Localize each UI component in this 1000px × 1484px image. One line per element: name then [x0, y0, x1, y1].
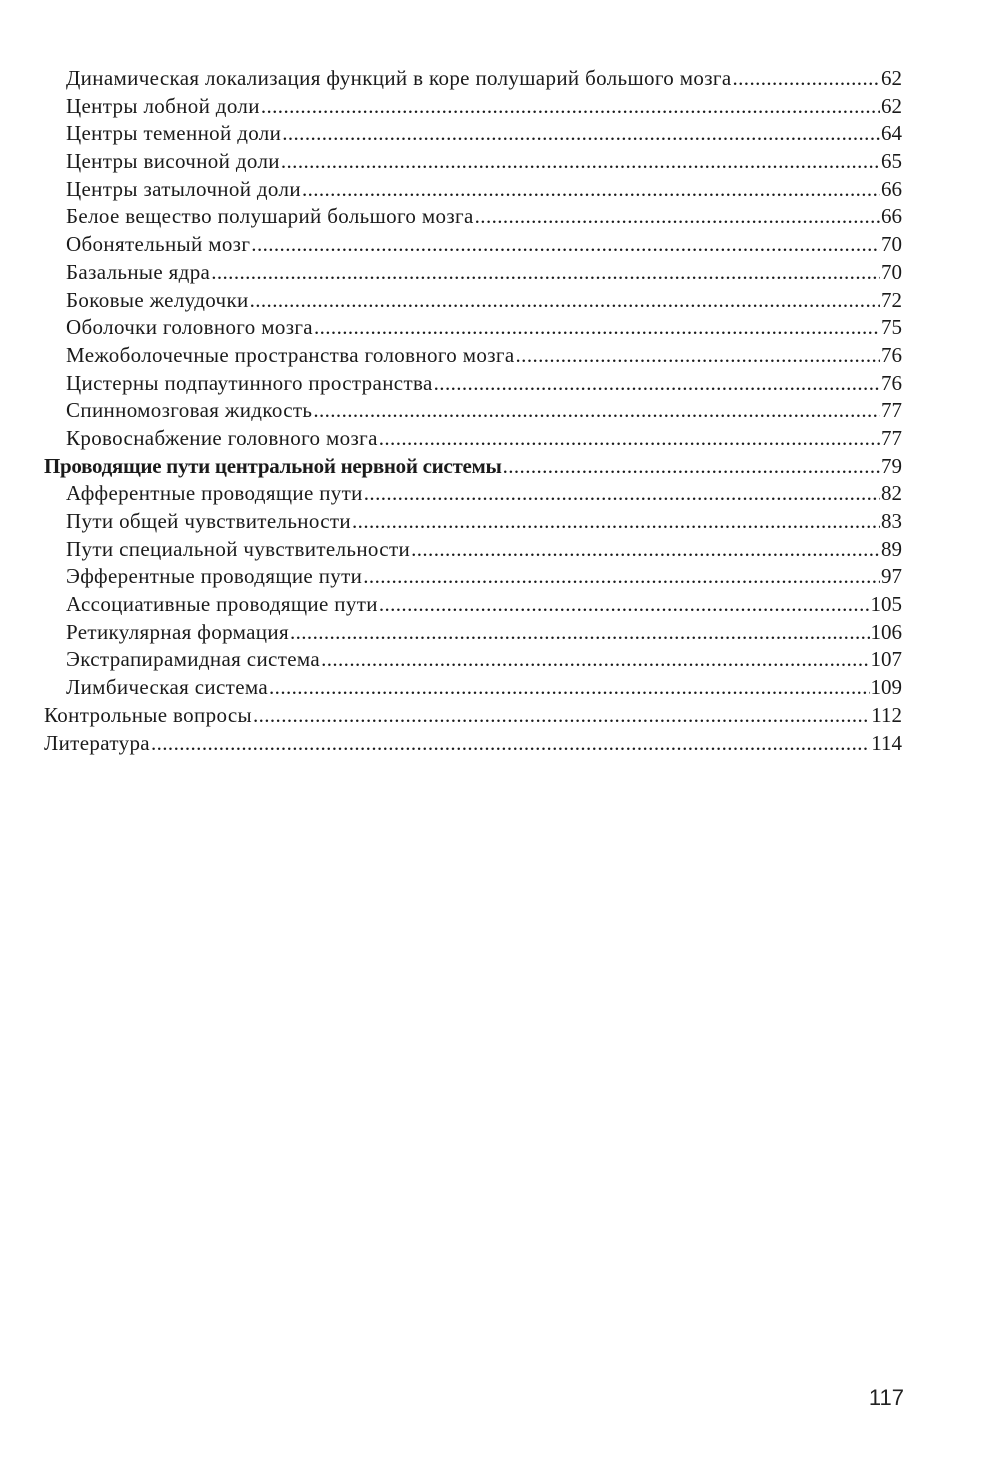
toc-entry-page: 65: [881, 149, 902, 174]
toc-dot-leader: [321, 647, 869, 672]
toc-entry-title: Литература: [44, 730, 150, 755]
toc-dot-leader: [261, 94, 880, 119]
toc-dot-leader: [269, 675, 869, 700]
toc-dot-leader: [364, 481, 880, 506]
toc-entry-title: Оболочки головного мозга: [66, 315, 313, 340]
toc-entry: [44, 481, 902, 509]
toc-entry-title: Межоболочечные пространства головного мозга: [66, 342, 515, 367]
toc-entry-title: Экстрапирамидная система: [66, 647, 321, 672]
toc-entry-title: Ассоциативные проводящие пути: [66, 592, 378, 617]
toc-entry: [44, 94, 902, 122]
toc-entry: [44, 315, 902, 343]
toc-dot-leader: [253, 703, 870, 728]
toc-entry-title: Центры теменной доли: [66, 121, 282, 146]
toc-dot-leader: [250, 288, 880, 313]
toc-dot-leader: [281, 149, 880, 174]
toc-dot-leader: [302, 177, 880, 202]
toc-entry: [44, 343, 902, 371]
toc-dot-leader: [733, 66, 881, 91]
toc-entry-title: Белое вещество полушарий большого мозга: [66, 204, 474, 229]
toc-entry-title: Эфферентные проводящие пути: [66, 564, 363, 589]
toc-entry-title: Динамическая локализация функций в коре полушарий большого мозга: [66, 66, 732, 90]
toc-dot-leader: [151, 731, 870, 756]
toc-dot-leader: [211, 260, 880, 285]
toc-dot-leader: [363, 564, 880, 589]
toc-dot-leader: [313, 398, 880, 423]
toc-entry-title: Кровоснабжение головного мозга: [66, 425, 378, 450]
toc-entry: [44, 398, 902, 426]
toc-entry-page: 76: [881, 370, 902, 395]
toc-entry-title: Центры височной доли: [66, 149, 280, 174]
toc-entry: [44, 454, 902, 482]
toc-entry: [44, 703, 902, 731]
toc-entry: [44, 149, 902, 177]
toc-entry-page: 89: [881, 536, 902, 561]
toc-entry: [44, 509, 902, 537]
toc-entry-title: Боковые желудочки: [66, 287, 249, 312]
toc-entry-page: 77: [881, 425, 902, 450]
toc-dot-leader: [352, 509, 880, 534]
toc-entry: [44, 537, 902, 565]
toc-entry: [44, 232, 902, 260]
toc-dot-leader: [379, 426, 880, 451]
toc-entry-title: Спинномозговая жидкость: [66, 398, 313, 423]
toc-dot-leader: [503, 454, 880, 479]
toc-entry: [44, 620, 902, 648]
toc-dot-leader: [290, 620, 870, 645]
toc-dot-leader: [251, 232, 880, 257]
toc-entry: [44, 675, 902, 703]
toc-entry-page: 72: [881, 287, 902, 312]
toc-entry: [44, 121, 902, 149]
toc-entry: [44, 592, 902, 620]
toc-entry-page: 79: [881, 453, 902, 478]
toc-entry-title: Лимбическая система: [66, 675, 269, 700]
toc-entry: [44, 564, 902, 592]
toc-entry-page: 106: [870, 619, 902, 644]
toc-entry-page: 66: [881, 176, 902, 201]
toc-entry-title: Обонятельный мозг: [66, 232, 251, 257]
toc-entry-title: Проводящие пути центральной нервной системы: [44, 453, 502, 478]
toc-entry: [44, 204, 902, 232]
toc-entry-page: 75: [881, 315, 902, 340]
toc-entry-page: 77: [881, 398, 902, 423]
toc-entry-page: 64: [881, 121, 902, 146]
toc-dot-leader: [516, 343, 880, 368]
toc-entry: [44, 288, 902, 316]
toc-entry-title: Базальные ядра: [66, 259, 211, 284]
toc-dot-leader: [379, 592, 870, 617]
toc-entry-page: 107: [870, 647, 902, 672]
toc-entry-page: 66: [881, 204, 902, 229]
toc-entry-page: 97: [881, 564, 902, 589]
toc-dot-leader: [314, 315, 880, 340]
toc-entry-title: Цистерны подпаутинного пространства: [66, 370, 433, 395]
page-number: 117: [868, 1385, 904, 1410]
toc-entry-title: Ретикулярная формация: [66, 619, 289, 644]
toc-entry-page: 105: [870, 592, 902, 617]
toc-entry-page: 70: [881, 232, 902, 257]
toc-dot-leader: [282, 121, 880, 146]
toc-entry-page: 112: [871, 702, 902, 727]
toc-entry-page: 83: [881, 509, 902, 533]
toc-entry: [44, 731, 902, 759]
table-of-contents: [44, 66, 902, 758]
toc-dot-leader: [434, 371, 880, 396]
toc-entry-page: 62: [881, 93, 902, 118]
toc-entry-page: 76: [881, 342, 902, 367]
toc-entry-title: Пути общей чувствительности: [66, 509, 352, 533]
toc-entry-title: Контрольные вопросы: [44, 702, 252, 727]
toc-dot-leader: [475, 204, 880, 229]
toc-entry-page: 114: [871, 730, 902, 755]
toc-entry-title: Центры затылочной доли: [66, 176, 301, 201]
toc-entry: [44, 426, 902, 454]
toc-entry-page: 82: [881, 481, 902, 506]
toc-entry-page: 62: [881, 66, 902, 90]
toc-entry: [44, 647, 902, 675]
toc-entry: [44, 177, 902, 205]
toc-entry-page: 70: [881, 259, 902, 284]
toc-entry: [44, 66, 902, 94]
toc-dot-leader: [411, 537, 880, 562]
toc-entry-title: Пути специальной чувствительности: [66, 536, 411, 561]
toc-entry-title: Центры лобной доли: [66, 93, 260, 118]
toc-entry-page: 109: [870, 675, 902, 700]
toc-entry-title: Афферентные проводящие пути: [66, 481, 363, 506]
toc-entry: [44, 371, 902, 399]
toc-entry: [44, 260, 902, 288]
